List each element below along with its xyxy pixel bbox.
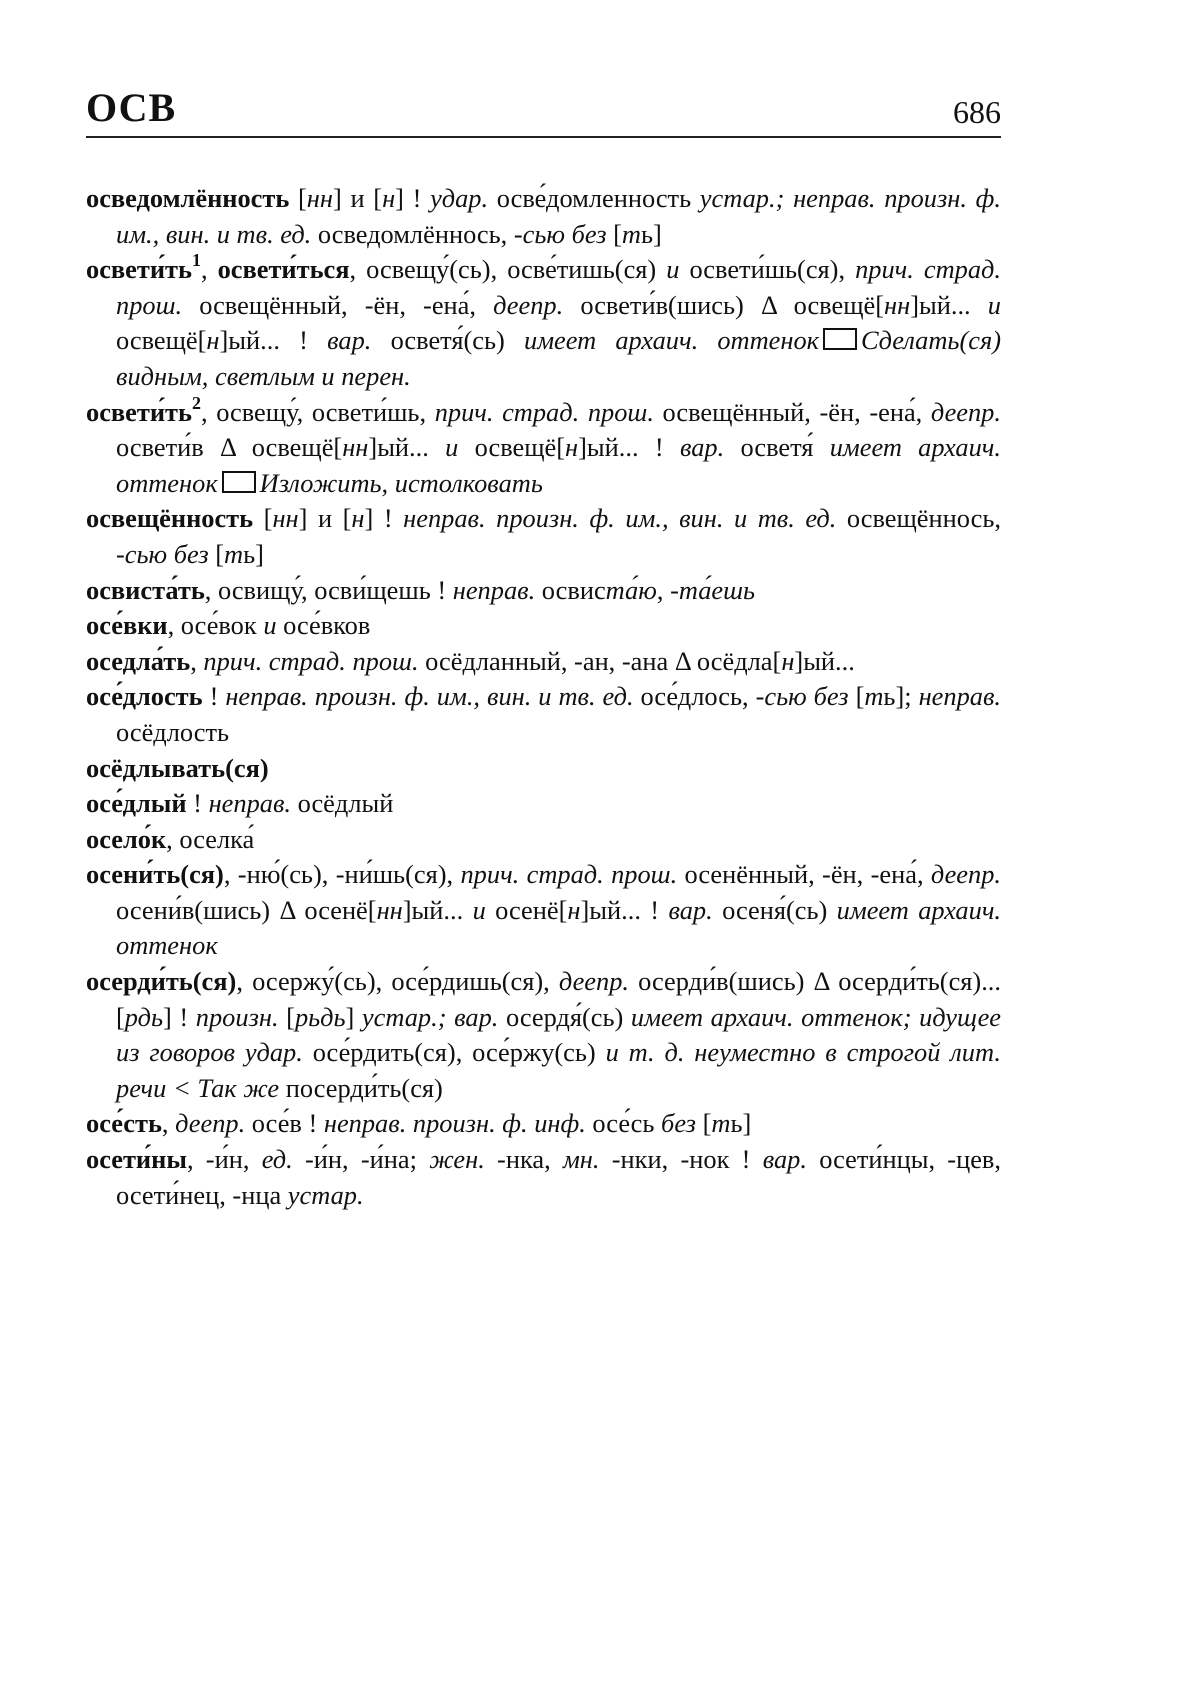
dictionary-entry xyxy=(86,181,1001,252)
entry-text: ь] xyxy=(730,1108,752,1139)
entry-text: осети́нцы, -цев, осети́нец, -нца xyxy=(116,1144,1001,1210)
entry-text: , xyxy=(656,574,671,605)
entry-label-italic: -сью без xyxy=(116,538,209,569)
entry-text: осёдлый xyxy=(291,788,394,819)
entry-text: , -ню́(сь), -ни́шь(ся), xyxy=(223,859,461,890)
entry-label-italic: неправ. произн. ф. им., вин. и тв. ед. xyxy=(403,503,837,534)
entry-text: ! xyxy=(186,788,209,819)
entry-headword: оседла́ть xyxy=(86,645,191,676)
entry-text: осведомлённось, xyxy=(311,218,514,249)
dictionary-entry xyxy=(86,573,1001,609)
entry-label-italic: имеет архаич. оттенок xyxy=(116,432,1001,498)
entry-label-italic: -та́ешь xyxy=(670,574,756,605)
entry-text: осёдлость xyxy=(116,716,230,747)
dictionary-entry xyxy=(86,679,1001,750)
entry-text: ь] xyxy=(640,218,662,249)
entry-label-italic: имеет архаич. оттенок xyxy=(116,894,1002,961)
entry-text: ]ый... xyxy=(794,645,855,676)
entry-label-italic: и xyxy=(666,254,680,285)
entry-text: , xyxy=(190,645,204,676)
entry-headword: освети́ться xyxy=(217,254,350,285)
entry-label-italic: удар. xyxy=(430,183,489,213)
entry-label-italic: неправ. произн. ф. инф. xyxy=(323,1108,586,1139)
entry-label-italic: нн xyxy=(342,432,369,463)
entry-text: , освищу́, осви́щешь ! xyxy=(204,574,453,605)
entry-text: осени́в(шись) Δ осенё[ xyxy=(116,894,377,925)
entry-text: , осержу́(сь), осе́рдишь(ся), xyxy=(236,966,559,997)
entry-label-italic: рьдь xyxy=(294,1001,346,1032)
entry-label-italic: н xyxy=(382,183,396,213)
entry-label-italic: прич. страд. прош. xyxy=(203,645,419,676)
running-header xyxy=(86,80,1001,128)
entry-headword: осёдлывать(ся) xyxy=(86,752,269,783)
entry-label-italic: -сью без xyxy=(513,218,607,249)
entry-label-italic: вар. xyxy=(679,432,725,463)
dictionary-entry xyxy=(86,608,1001,644)
entry-text: освещённый, -ён, -ена́, xyxy=(653,396,931,427)
dictionary-page xyxy=(86,80,1001,1213)
entry-headword: осе́длость xyxy=(86,681,203,712)
entry-text: осветя́ xyxy=(724,432,830,463)
dictionary-entry xyxy=(86,822,1001,858)
entry-label-italic: и xyxy=(445,432,459,463)
entry-label-italic: та́ю xyxy=(605,574,657,605)
entry-label-italic: н xyxy=(567,894,581,925)
entry-label-italic: устар. xyxy=(287,1179,364,1210)
entry-label-italic: нн xyxy=(306,183,333,213)
entry-label-italic: без xyxy=(661,1108,696,1139)
entry-label-italic: неправ. произн. ф. им., вин. и тв. ед. xyxy=(225,681,634,712)
dictionary-entry xyxy=(86,501,1001,572)
entry-label-italic: н xyxy=(565,432,579,463)
entry-text: осе́рдить(ся), осе́ржу(сь) xyxy=(302,1037,606,1068)
entry-text: [ xyxy=(695,1108,712,1139)
entry-label-italic: деепр. xyxy=(558,966,630,997)
entry-label-italic: вар. xyxy=(668,894,713,925)
entry-headword: освиста́ть xyxy=(86,574,205,605)
entry-text: -нки, -нок ! xyxy=(599,1144,763,1175)
entry-text: [ xyxy=(278,1001,295,1032)
entry-text: ь] xyxy=(243,538,264,569)
entry-label-italic: нн xyxy=(376,894,403,925)
entry-text: осенё[ xyxy=(485,894,568,925)
entry-label-italic: устар.; неправ. произн. ф. им., вин. и тв. ед. xyxy=(116,183,1001,249)
entry-text: , освещу́, освети́шь, xyxy=(200,396,435,427)
entry-label-italic: деепр. xyxy=(930,859,1002,890)
definition-box-icon xyxy=(823,328,857,350)
entry-text: , оселка́ xyxy=(166,823,255,854)
homonym-number: 1 xyxy=(191,250,201,271)
entry-headword: осе́длый xyxy=(86,788,187,819)
entry-label-italic: вар. xyxy=(762,1144,807,1175)
entry-list xyxy=(86,181,1001,1213)
entry-text: ] ! xyxy=(163,1001,196,1032)
entry-label-italic: имеет архаич. оттенок xyxy=(524,325,820,356)
entry-text: -и́н, -и́на; xyxy=(292,1144,430,1175)
entry-text: осе́вков xyxy=(276,610,371,641)
entry-text: осветя́(сь) xyxy=(371,325,524,356)
entry-label-italic: неправ. xyxy=(208,788,292,819)
entry-text: ]ый... ! xyxy=(578,432,680,463)
entry-label-italic: и xyxy=(987,289,1001,320)
entry-text: освис xyxy=(535,574,606,605)
header-rule xyxy=(86,136,1001,138)
entry-label-italic: н xyxy=(781,645,795,676)
entry-text: посерди́ть(ся) xyxy=(279,1072,443,1103)
entry-text: -нка, xyxy=(484,1144,563,1175)
entry-label-italic: вар. xyxy=(327,325,372,356)
running-head-word: ОСВ xyxy=(86,85,177,130)
entry-text: , -и́н, xyxy=(186,1144,262,1175)
entry-label-italic: неправ. xyxy=(918,681,1002,712)
entry-label-italic: т xyxy=(621,218,641,249)
entry-text: , освещу́(сь), осве́тишь(ся) xyxy=(349,254,667,285)
entry-label-italic: произн. xyxy=(195,1001,279,1032)
entry-label-italic: и т. д. неуместно в строгой лит. речи < Так же xyxy=(116,1037,1001,1103)
entry-text: ]ый... ! xyxy=(219,325,328,356)
entry-text: ! xyxy=(202,681,226,712)
entry-label-italic: -сью без xyxy=(755,681,849,712)
entry-text: освещё[ xyxy=(116,325,207,356)
entry-text: освещённось, xyxy=(836,503,1001,534)
entry-headword: осени́ть(ся) xyxy=(86,859,224,890)
entry-label-italic: неправ. xyxy=(452,574,536,605)
entry-headword: осведомлённость xyxy=(86,183,290,213)
entry-text: осердя́(сь) xyxy=(498,1001,631,1032)
entry-label-italic: и xyxy=(263,610,277,641)
definition-box-icon xyxy=(222,471,256,493)
entry-label-italic: Сделать(ся) видным, светлым и перен. xyxy=(116,325,1001,391)
entry-label-italic: и xyxy=(472,894,486,925)
dictionary-entry xyxy=(86,252,1001,394)
entry-text: [ xyxy=(289,183,307,213)
entry-text: освещённый, -ён, -ена́, xyxy=(182,289,494,320)
entry-text: ]ый... ! xyxy=(580,894,669,925)
entry-text: ] xyxy=(345,1001,362,1032)
entry-text: ] и [ xyxy=(332,183,383,213)
entry-label-italic: устар.; вар. xyxy=(361,1001,499,1032)
entry-text: освети́в(шись) Δ освещё[ xyxy=(563,289,885,320)
entry-label-italic: жен. xyxy=(429,1144,485,1175)
entry-headword: осе́сть xyxy=(86,1108,162,1139)
entry-text: осеня́(сь) xyxy=(712,894,837,925)
entry-text: [ xyxy=(848,681,865,712)
entry-text: осенённый, -ён, -ена́, xyxy=(677,859,931,890)
dictionary-entry xyxy=(86,1142,1001,1213)
entry-label-italic: н xyxy=(351,503,365,534)
entry-text: [ xyxy=(253,503,273,534)
entry-label-italic: т xyxy=(864,681,884,712)
homonym-number: 2 xyxy=(191,392,201,413)
entry-label-italic: прич. страд. прош. xyxy=(460,859,678,890)
entry-text: , xyxy=(161,1108,176,1139)
dictionary-entry xyxy=(86,644,1001,680)
dictionary-entry xyxy=(86,751,1001,787)
entry-text: ] и [ xyxy=(298,503,352,534)
entry-text: [ xyxy=(606,218,622,249)
entry-headword: осети́ны xyxy=(86,1144,187,1175)
entry-text: осве́домленность xyxy=(488,183,700,213)
entry-text: [ xyxy=(208,538,225,569)
dictionary-entry xyxy=(86,1106,1001,1142)
entry-label-italic: деепр. xyxy=(493,289,564,320)
entry-label-italic: нн xyxy=(272,503,299,534)
dictionary-entry xyxy=(86,786,1001,822)
entry-text: ]ый... xyxy=(368,432,446,463)
entry-text: ] ! xyxy=(395,183,431,213)
entry-text: освещё[ xyxy=(458,432,566,463)
entry-label-italic: нн xyxy=(884,289,911,320)
entry-text: осерди́в(шись) Δ осерди́ть(ся)... [ xyxy=(116,966,1001,1032)
entry-label-italic: т xyxy=(224,538,244,569)
dictionary-entry xyxy=(86,857,1001,964)
entry-label-italic: т xyxy=(711,1108,731,1139)
entry-text: ь]; xyxy=(883,681,919,712)
entry-headword: осерди́ть(ся) xyxy=(86,966,237,997)
entry-text: , xyxy=(200,254,218,285)
entry-headword: освети́ть xyxy=(86,254,192,285)
entry-headword: освети́ть xyxy=(86,396,192,427)
entry-label-italic: ед. xyxy=(261,1144,293,1175)
dictionary-entry xyxy=(86,392,1001,502)
entry-label-italic: деепр. xyxy=(930,396,1001,427)
entry-text: ]ый... xyxy=(402,894,473,925)
entry-text: , осе́вок xyxy=(167,610,264,641)
entry-text: освети́шь(ся), xyxy=(679,254,856,285)
entry-label-italic: мн. xyxy=(562,1144,600,1175)
entry-label-italic: Изложить, истолковать xyxy=(259,467,543,498)
entry-text: ] ! xyxy=(364,503,404,534)
entry-label-italic: прич. страд. прош. xyxy=(116,254,1001,320)
page-number: 686 xyxy=(953,94,1001,130)
entry-label-italic: рдь xyxy=(124,1001,164,1032)
entry-headword: освещённость xyxy=(86,503,254,534)
entry-text: осе́в ! xyxy=(245,1108,324,1139)
entry-text: осе́сь xyxy=(585,1108,662,1139)
entry-label-italic: имеет архаич. оттенок; идущее из говоров удар. xyxy=(116,1001,1002,1068)
entry-headword: осе́вки xyxy=(86,610,168,641)
entry-text: осёдланный, -ан, -ана Δ осёдла[ xyxy=(418,645,782,676)
entry-label-italic: деепр. xyxy=(175,1108,246,1139)
entry-text: ]ый... xyxy=(910,289,988,320)
dictionary-entry xyxy=(86,964,1001,1106)
entry-text: освети́в Δ освещё[ xyxy=(116,432,343,463)
entry-text: осе́длось, xyxy=(633,681,756,712)
entry-headword: осело́к xyxy=(86,823,167,854)
entry-label-italic: н xyxy=(206,325,220,356)
entry-label-italic: прич. страд. прош. xyxy=(434,396,654,427)
